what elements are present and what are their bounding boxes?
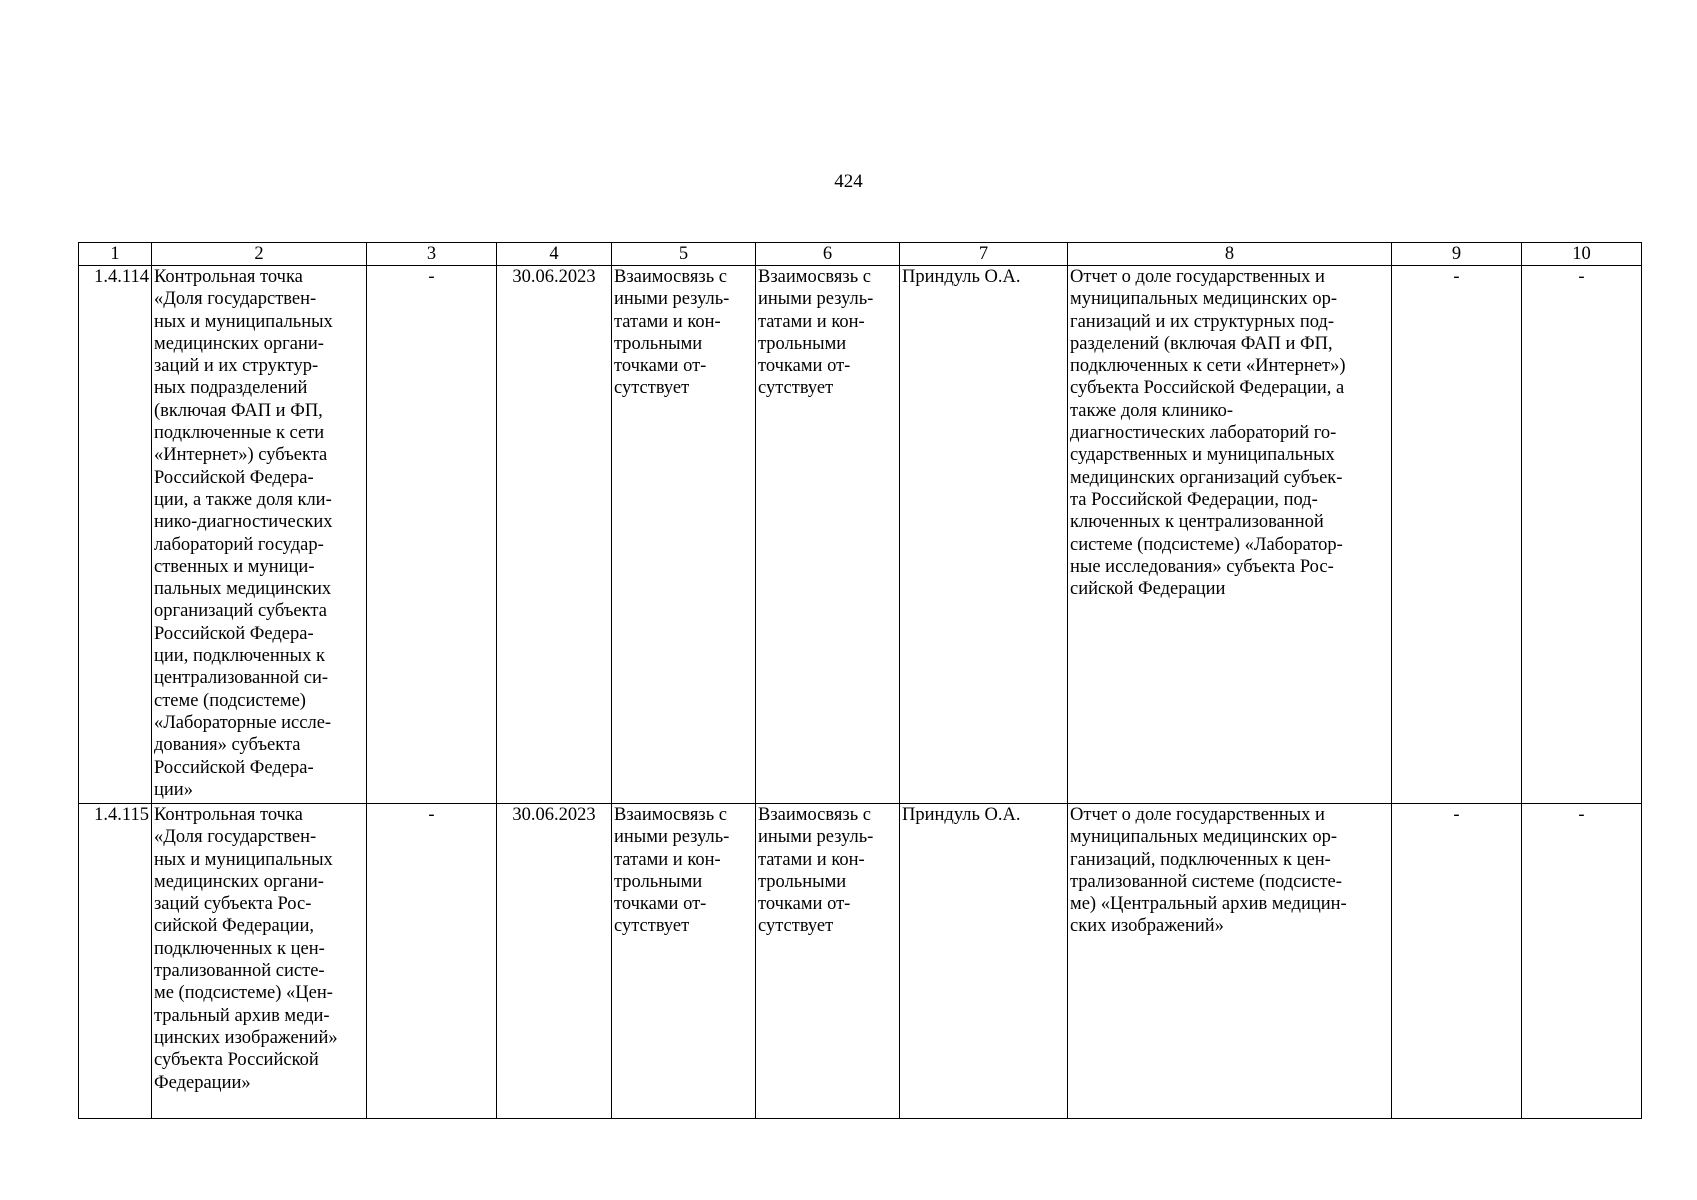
col3-value: -: [367, 804, 497, 1119]
header-cell-4: 4: [497, 243, 612, 266]
page-number: 424: [834, 171, 863, 192]
table-row: [79, 266, 1642, 804]
header-cell-2: 2: [152, 243, 367, 266]
header-cell-10: 10: [1522, 243, 1642, 266]
relation-control-points: Взаимосвязь с иными резуль- татами и кон- трольными точками от- сутствует: [756, 804, 900, 1119]
responsible-person: Приндуль О.А.: [900, 266, 1068, 804]
row-number: 1.4.114: [79, 266, 152, 804]
header-cell-5: 5: [612, 243, 756, 266]
deadline-date: 30.06.2023: [497, 804, 612, 1119]
table-row: [79, 804, 1642, 1119]
col10-value: -: [1522, 804, 1642, 1119]
header-cell-1: 1: [79, 243, 152, 266]
header-cell-8: 8: [1068, 243, 1392, 266]
col9-value: -: [1392, 266, 1522, 804]
control-point-name: Контрольная точка «Доля государствен- ных и муниципальных медицинских органи- заций субъекта Рос- сийской Федерации, подключенных к цен- трализованной систе- ме (подсистеме) «Цен- тральный архив меди- цинских изображений» субъекта Российской Федерации»: [152, 804, 367, 1119]
relation-results: Взаимосвязь с иными резуль- татами и кон- трольными точками от- сутствует: [612, 804, 756, 1119]
report-description: Отчет о доле государственных и муниципальных медицинских ор- ганизаций и их структурных под- разделений (включая ФАП и ФП, подключенных к сети «Интернет») субъекта Российской Федерации, а также доля клинико- диагностических лабораторий го- сударственных и муниципальных медицинских организаций субъек- та Российской Федерации, под- ключенных к централизованной системе (подсистеме) «Лаборатор- ные исследования» субъекта Рос- сийской Федерации: [1068, 266, 1392, 804]
row-number: 1.4.115: [79, 804, 152, 1119]
header-cell-3: 3: [367, 243, 497, 266]
header-cell-9: 9: [1392, 243, 1522, 266]
col10-value: -: [1522, 266, 1642, 804]
deadline-date: 30.06.2023: [497, 266, 612, 804]
relation-results: Взаимосвязь с иными резуль- татами и кон- трольными точками от- сутствует: [612, 266, 756, 804]
header-cell-6: 6: [756, 243, 900, 266]
header-cell-7: 7: [900, 243, 1068, 266]
control-points-table: [78, 242, 1642, 1119]
relation-control-points: Взаимосвязь с иными резуль- татами и кон- трольными точками от- сутствует: [756, 266, 900, 804]
responsible-person: Приндуль О.А.: [900, 804, 1068, 1119]
control-point-name: Контрольная точка «Доля государствен- ных и муниципальных медицинских органи- заций и их структур- ных подразделений (включая ФАП и ФП, подключенные к сети «Интернет») субъекта Российской Федера- ции, а также доля кли- нико-диагностических лабораторий государ- ственных и муници- пальных медицинских организаций субъекта Российской Федера- ции, подключенных к централизованной си- стеме (подсистеме) «Лабораторные иссле- дования» субъекта Российской Федера- ции»: [152, 266, 367, 804]
col3-value: -: [367, 266, 497, 804]
header-row: [79, 243, 1642, 266]
report-description: Отчет о доле государственных и муниципальных медицинских ор- ганизаций, подключенных к цен- трализованной системе (подсисте- ме) «Центральный архив медицин- ских изображений»: [1068, 804, 1392, 1119]
col9-value: -: [1392, 804, 1522, 1119]
